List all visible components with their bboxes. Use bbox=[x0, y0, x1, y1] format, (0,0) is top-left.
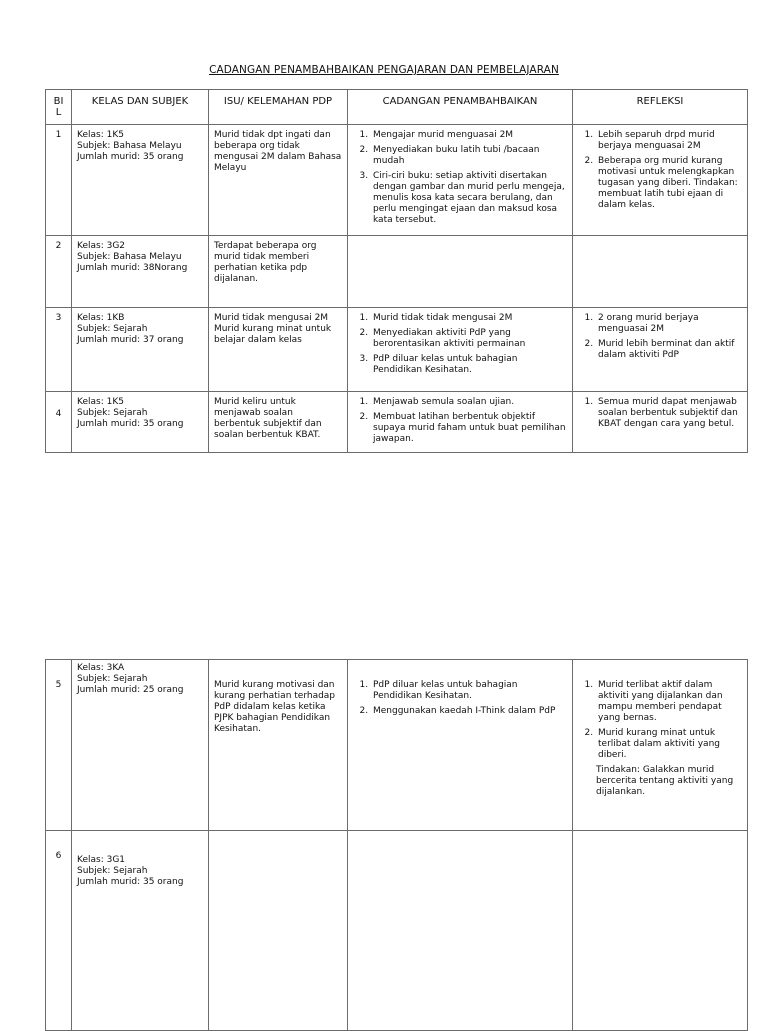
kelas-subjek-cell bbox=[72, 392, 209, 453]
bil-cell: 1 bbox=[46, 125, 72, 236]
cadangan-list bbox=[353, 313, 567, 376]
refleksi-list bbox=[578, 397, 742, 430]
kelas-label: Kelas: 3KA bbox=[77, 663, 125, 673]
kelas-label: Kelas: 3G1 bbox=[77, 855, 126, 865]
jumlah-murid-label: Jumlah murid: 37 orang bbox=[77, 335, 184, 345]
refleksi-item: 2. Murid kurang minat untuk terlibat dalam aktiviti yang diberi. bbox=[596, 728, 742, 761]
isu-cell bbox=[209, 831, 348, 1031]
cadangan-list bbox=[353, 397, 567, 445]
refleksi-item: 2. Beberapa org murid kurang motivasi untuk melengkapkan tugasan yang diberi. Tindakan: membuat latih tubi ejaan di dalam kelas. bbox=[596, 156, 742, 211]
kelas-label: Kelas: 1K5 bbox=[77, 397, 124, 407]
subjek-label: Subjek: Sejarah bbox=[77, 866, 148, 876]
bil-cell: 5 bbox=[46, 660, 72, 831]
isu-cell bbox=[209, 125, 348, 236]
isu-cell bbox=[209, 236, 348, 308]
bil-cell: 6 bbox=[46, 831, 72, 1031]
cadangan-item: 2. Menyediakan aktiviti PdP yang berorentasikan aktiviti permainan bbox=[371, 328, 567, 350]
cadangan-cell bbox=[348, 660, 573, 831]
improvement-table-part-2 bbox=[45, 659, 748, 1031]
refleksi-item: 2. Murid lebih berminat dan aktif dalam aktiviti PdP bbox=[596, 339, 742, 361]
kelas-subjek-cell bbox=[72, 125, 209, 236]
refleksi-cell bbox=[573, 831, 748, 1031]
cadangan-item: 1. Mengajar murid menguasai 2M bbox=[371, 130, 567, 141]
table-row bbox=[46, 125, 748, 236]
isu-text: Murid keliru untuk menjawab soalan berbentuk subjektif dan soalan berbentuk KBAT. bbox=[214, 397, 322, 440]
subjek-label: Subjek: Sejarah bbox=[77, 674, 148, 684]
cadangan-item: 2. Membuat latihan berbentuk objektif supaya murid faham untuk buat pemilihan jawapan. bbox=[371, 412, 567, 445]
header-kelas-subjek: KELAS DAN SUBJEK bbox=[72, 90, 209, 125]
kelas-label: Kelas: 3G2 bbox=[77, 241, 126, 251]
header-bil: BIL bbox=[46, 90, 72, 125]
table-row bbox=[46, 392, 748, 453]
kelas-label: Kelas: 1KB bbox=[77, 313, 125, 323]
refleksi-list bbox=[578, 313, 742, 361]
subjek-label: Subjek: Sejarah bbox=[77, 324, 148, 334]
kelas-subjek-cell bbox=[72, 660, 209, 831]
cadangan-item: 1. Murid tidak tidak mengusai 2M bbox=[371, 313, 567, 324]
jumlah-murid-label: Jumlah murid: 25 orang bbox=[77, 685, 184, 695]
subjek-label: Subjek: Bahasa Melayu bbox=[77, 141, 182, 151]
table-row bbox=[46, 308, 748, 392]
jumlah-murid-label: Jumlah murid: 35 orang bbox=[77, 877, 184, 887]
cadangan-cell bbox=[348, 125, 573, 236]
isu-text: Terdapat beberapa org murid tidak memberi perhatian ketika pdp dijalanan. bbox=[214, 241, 317, 284]
jumlah-murid-label: Jumlah murid: 35 orang bbox=[77, 152, 184, 162]
bil-cell: 3 bbox=[46, 308, 72, 392]
subjek-label: Subjek: Sejarah bbox=[77, 408, 148, 418]
table-row bbox=[46, 660, 748, 831]
document-title: CADANGAN PENAMBAHBAIKAN PENGAJARAN DAN PEMBELAJARAN bbox=[209, 64, 559, 76]
jumlah-murid-label: Jumlah murid: 35 orang bbox=[77, 419, 184, 429]
cadangan-item: 2. Menyediakan buku latih tubi /bacaan mudah bbox=[371, 145, 567, 167]
isu-cell bbox=[209, 308, 348, 392]
refleksi-list bbox=[578, 680, 742, 761]
isu-text: Murid kurang minat untuk belajar dalam kelas bbox=[214, 324, 332, 345]
cadangan-cell bbox=[348, 308, 573, 392]
kelas-label: Kelas: 1K5 bbox=[77, 130, 124, 140]
jumlah-murid-label: Jumlah murid: 38Norang bbox=[77, 263, 188, 273]
cadangan-item: 1. PdP diluar kelas untuk bahagian Pendidikan Kesihatan. bbox=[371, 680, 567, 702]
isu-text: Murid tidak dpt ingati dan beberapa org tidak mengusai 2M dalam Bahasa Melayu bbox=[214, 130, 342, 173]
cadangan-item: 3. Ciri-ciri buku: setiap aktiviti disertakan dengan gambar dan murid perlu mengeja, menulis kosa kata secara berulang, dan perlu mengingat ejaan dan maksud kosa kata tersebut. bbox=[371, 171, 567, 226]
kelas-subjek-cell bbox=[72, 308, 209, 392]
cadangan-list bbox=[353, 130, 567, 226]
isu-text: Murid tidak mengusai 2M bbox=[214, 313, 329, 323]
kelas-subjek-cell bbox=[72, 236, 209, 308]
table-row bbox=[46, 831, 748, 1031]
refleksi-item: 1. Lebih separuh drpd murid berjaya menguasai 2M bbox=[596, 130, 742, 152]
improvement-table-part-1 bbox=[45, 89, 748, 453]
refleksi-cell bbox=[573, 660, 748, 831]
cadangan-item: 1. Menjawab semula soalan ujian. bbox=[371, 397, 567, 408]
cadangan-cell bbox=[348, 831, 573, 1031]
kelas-subjek-cell bbox=[72, 831, 209, 1031]
subjek-label: Subjek: Bahasa Melayu bbox=[77, 252, 182, 262]
refleksi-list bbox=[578, 130, 742, 211]
header-refleksi: REFLEKSI bbox=[573, 90, 748, 125]
refleksi-cell bbox=[573, 125, 748, 236]
cadangan-list bbox=[353, 680, 567, 717]
refleksi-cell bbox=[573, 236, 748, 308]
header-isu-kelemahan: ISU/ KELEMAHAN PDP bbox=[209, 90, 348, 125]
refleksi-item: 1. Semua murid dapat menjawab soalan berbentuk subjektif dan KBAT dengan cara yang betul. bbox=[596, 397, 742, 430]
cadangan-cell bbox=[348, 392, 573, 453]
bil-cell: 2 bbox=[46, 236, 72, 308]
bil-cell: 4 bbox=[46, 392, 72, 453]
cadangan-cell bbox=[348, 236, 573, 308]
table-row bbox=[46, 236, 748, 308]
isu-cell bbox=[209, 660, 348, 831]
cadangan-item: 2. Menggunakan kaedah I-Think dalam PdP bbox=[371, 706, 567, 717]
refleksi-cell bbox=[573, 308, 748, 392]
refleksi-cell bbox=[573, 392, 748, 453]
header-cadangan: CADANGAN PENAMBAHBAIKAN bbox=[348, 90, 573, 125]
refleksi-item: 1. Murid terlibat aktif dalam aktiviti yang dijalankan dan mampu memberi pendapat yang bernas. bbox=[596, 680, 742, 724]
refleksi-tindakan-note: Tindakan: Galakkan murid bercerita tentang aktiviti yang dijalankan. bbox=[596, 765, 734, 797]
refleksi-item: 1. 2 orang murid berjaya menguasai 2M bbox=[596, 313, 742, 335]
isu-cell bbox=[209, 392, 348, 453]
table-header-row bbox=[46, 90, 748, 125]
isu-text: Murid kurang motivasi dan kurang perhatian terhadap PdP didalam kelas ketika PJPK bahagian Pendidikan Kesihatan. bbox=[214, 680, 336, 734]
cadangan-item: 3. PdP diluar kelas untuk bahagian Pendidikan Kesihatan. bbox=[371, 354, 567, 376]
